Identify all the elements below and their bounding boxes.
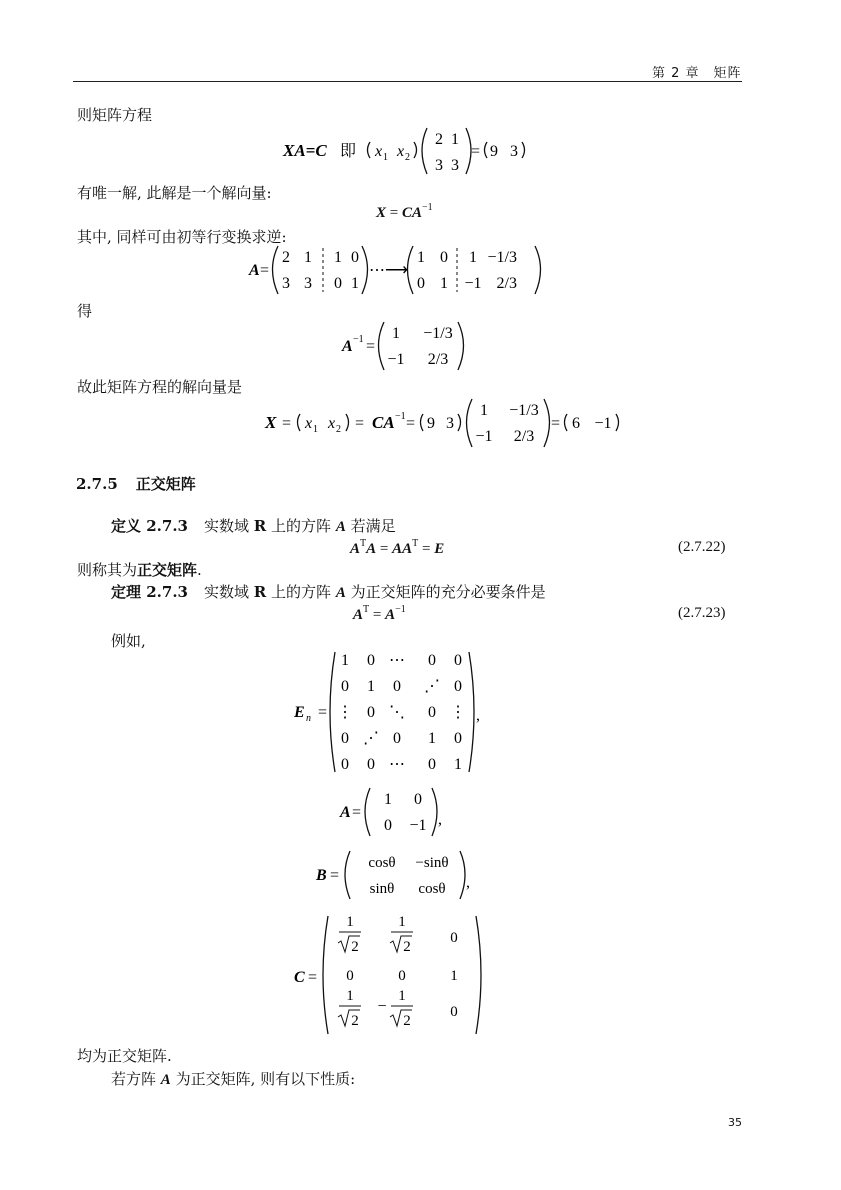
term-orthogonal-matrix: 正交矩阵 (137, 561, 198, 579)
radicand: 2 (403, 939, 411, 955)
definition-label: 定义 2.7.3 (111, 517, 188, 535)
svg-text:=: = (366, 338, 376, 355)
matrix-entry: ⋯ (389, 756, 405, 773)
matrix-entry: 2/3 (427, 351, 449, 368)
matrix-entry: 1 (334, 249, 342, 266)
svg-text:,: , (466, 874, 470, 891)
equation-x-ca-inv (376, 202, 433, 222)
matrix-entry: 0 (428, 704, 436, 721)
text-line: 例如, (111, 632, 146, 650)
matrix-B (314, 847, 484, 903)
matrix-entry: cosθ (418, 881, 446, 897)
matrix-entry: 3 (304, 275, 312, 292)
matrix-entry: 0 (428, 652, 436, 669)
exponent: −1 (422, 202, 433, 213)
matrix-entry: ⋮ (337, 704, 353, 721)
matrix-entry: −1 (594, 415, 612, 432)
text-line: 则矩阵方程 (77, 106, 153, 124)
var-A: A (160, 1072, 171, 1088)
radicand: 2 (403, 1013, 411, 1029)
matrix-entry: 3 (446, 415, 454, 432)
matrix-entry: ⋮ (450, 704, 466, 721)
text-line: 若方阵 A 为正交矩阵, 则有以下性质: (111, 1070, 356, 1088)
matrix-entry: 0 (351, 249, 359, 266)
matrix-entry: 0 (450, 1004, 458, 1020)
text-line: 则称其为正交矩阵. (77, 561, 202, 579)
matrix-entry: 3 (510, 143, 518, 160)
matrix-entry: 0 (454, 678, 462, 695)
var-X: X (265, 413, 277, 432)
matrix-entry: 1 (417, 249, 425, 266)
svg-text:=: = (282, 415, 292, 432)
matrix-entry: 1 (469, 249, 477, 266)
section-number: 2.7.5 (76, 475, 118, 493)
var-x2: x (397, 143, 405, 160)
matrix-entry: ⋰ (363, 730, 379, 747)
var-R: R (253, 583, 267, 601)
matrix-entry: 1 (454, 756, 462, 773)
page-number: 35 (728, 1116, 742, 1129)
matrix-entry: −1 (475, 428, 493, 445)
svg-text:=: = (308, 969, 318, 986)
matrix-entry: 2 (435, 131, 443, 148)
matrix-entry: 0 (454, 652, 462, 669)
var-R: R (253, 517, 267, 535)
var-A: A (340, 804, 351, 821)
matrix-entry: 1 (480, 402, 488, 419)
matrix-entry: 1 (304, 249, 312, 266)
matrix-entry: −1/3 (423, 325, 453, 342)
matrix-entry: 1 (451, 131, 459, 148)
matrix-entry: −1/3 (509, 402, 539, 419)
matrix-entry: 3 (435, 157, 443, 174)
matrix-A (338, 784, 458, 840)
exponent: −1 (353, 334, 364, 345)
matrix-entry: 0 (393, 678, 401, 695)
equation-number: (2.7.23) (678, 605, 726, 621)
equation-orthogonal-cond: $A^T = A^{-1}$ (353, 604, 406, 623)
matrix-entry: 1 (428, 730, 436, 747)
matrix-entry: 0 (334, 275, 342, 292)
section-heading (76, 473, 196, 494)
eq-sign: = (389, 205, 399, 221)
matrix-entry: −1 (464, 275, 482, 292)
var-x1: x (305, 415, 313, 432)
var-CA: CA (401, 205, 422, 221)
equation-xa-c (280, 124, 550, 180)
equation-a-inverse (338, 318, 478, 374)
matrix-entry: 0 (341, 678, 349, 695)
matrix-entry: −sinθ (415, 855, 449, 871)
var-E: E (294, 704, 305, 721)
equation-number: (2.7.22) (678, 539, 726, 555)
matrix-entry: 3 (451, 157, 459, 174)
radicand: 2 (351, 1013, 359, 1029)
matrix-entry: 0 (341, 730, 349, 747)
equation-orthogonal-def: $A^TA = AA^T = E$ (350, 538, 445, 557)
svg-text:=: = (551, 415, 561, 432)
matrix-entry: 0 (367, 756, 375, 773)
sub-1: 1 (383, 152, 388, 163)
sub-1: 1 (313, 424, 318, 435)
matrix-entry: 6 (572, 415, 580, 432)
svg-text:,: , (476, 707, 480, 724)
matrix-entry: 0 (454, 730, 462, 747)
matrix-entry: ⋰ (424, 678, 440, 695)
var-B: B (316, 867, 327, 884)
text-line: 有唯一解, 此解是一个解向量: (77, 184, 272, 202)
matrix-entry: ⋯ (389, 652, 405, 669)
matrix-entry: 0 (417, 275, 425, 292)
text-line: 得 (77, 302, 93, 320)
equation-solution (262, 395, 632, 451)
var-A: A (249, 262, 260, 279)
equation-augmented (245, 242, 555, 298)
arrow: ⋯⟶ (369, 262, 408, 279)
exponent: −1 (395, 411, 406, 422)
matrix-entry: 3 (282, 275, 290, 292)
var-x2: x (328, 415, 336, 432)
section-title: 正交矩阵 (135, 475, 196, 493)
matrix-entry: 2/3 (513, 428, 535, 445)
matrix-entry: 0 (450, 930, 458, 946)
matrix-entry: 0 (428, 756, 436, 773)
matrix-entry: 1 (367, 678, 375, 695)
sub-2: 2 (405, 152, 410, 163)
text-line: 其中, 同样可由初等行变换求逆: (77, 228, 287, 246)
running-header: 第 2 章 矩阵 (652, 66, 742, 81)
text-line: 故此矩阵方程的解向量是 (77, 378, 243, 396)
matrix-entry: 0 (367, 704, 375, 721)
matrix-entry: 1 (450, 968, 458, 984)
sub-2: 2 (336, 424, 341, 435)
fraction-numerator: 1 (346, 988, 354, 1004)
svg-text:,: , (438, 811, 442, 828)
matrix-entry: 1 (392, 325, 400, 342)
matrix-entry: 0 (414, 791, 422, 808)
svg-text:=: = (330, 867, 340, 884)
svg-text:=: = (355, 415, 365, 432)
matrix-entry: cosθ (368, 855, 396, 871)
matrix-entry: 1 (440, 275, 448, 292)
svg-text:=: = (318, 704, 328, 721)
matrix-entry: sinθ (369, 881, 395, 897)
svg-text:=: = (260, 262, 270, 279)
fraction-numerator: 1 (398, 988, 406, 1004)
matrix-entry: 1 (384, 791, 392, 808)
matrix-entry: ⋱ (389, 704, 405, 721)
eq-lhs: XA=C (283, 141, 327, 160)
matrix-entry: 0 (367, 652, 375, 669)
matrix-En (290, 648, 500, 776)
matrix-entry: 9 (427, 415, 435, 432)
svg-text:=: = (352, 804, 362, 821)
definition-line: 定义 2.7.3 实数域 R 上的方阵 A 若满足 (111, 517, 396, 535)
matrix-entry: 2 (282, 249, 290, 266)
svg-text:=: = (406, 415, 416, 432)
text-line: 均为正交矩阵. (77, 1047, 172, 1065)
matrix-entry: 0 (341, 756, 349, 773)
theorem-label: 定理 2.7.3 (111, 583, 188, 601)
header-rule (73, 81, 742, 82)
fraction-numerator: 1 (398, 914, 406, 930)
matrix-entry: 0 (384, 817, 392, 834)
minus-sign: − (377, 998, 387, 1015)
matrix-entry: 1 (341, 652, 349, 669)
matrix-entry: −1 (387, 351, 405, 368)
eq-ji: 即 (340, 143, 357, 160)
matrix-C (292, 912, 492, 1038)
var-C: C (294, 969, 305, 986)
matrix-entry: −1 (409, 817, 427, 834)
matrix-entry: 0 (346, 968, 354, 984)
var-x1: x (375, 143, 383, 160)
matrix-entry: 0 (440, 249, 448, 266)
var-A: A (335, 519, 346, 535)
matrix-entry: −1/3 (487, 249, 517, 266)
fraction-numerator: 1 (346, 914, 354, 930)
var-A: A (342, 338, 353, 355)
var-A: A (335, 585, 346, 601)
matrix-entry: 1 (351, 275, 359, 292)
var-X: X (376, 205, 387, 221)
matrix-entry: 9 (490, 143, 498, 160)
matrix-entry: 2/3 (496, 275, 517, 292)
svg-text:=: = (471, 143, 481, 160)
sub-n: n (306, 713, 311, 724)
radicand: 2 (351, 939, 359, 955)
matrix-entry: 0 (393, 730, 401, 747)
var-CA: CA (372, 413, 395, 432)
matrix-entry: 0 (398, 968, 406, 984)
theorem-line: 定理 2.7.3 实数域 R 上的方阵 A 为正交矩阵的充分必要条件是 (111, 583, 546, 601)
